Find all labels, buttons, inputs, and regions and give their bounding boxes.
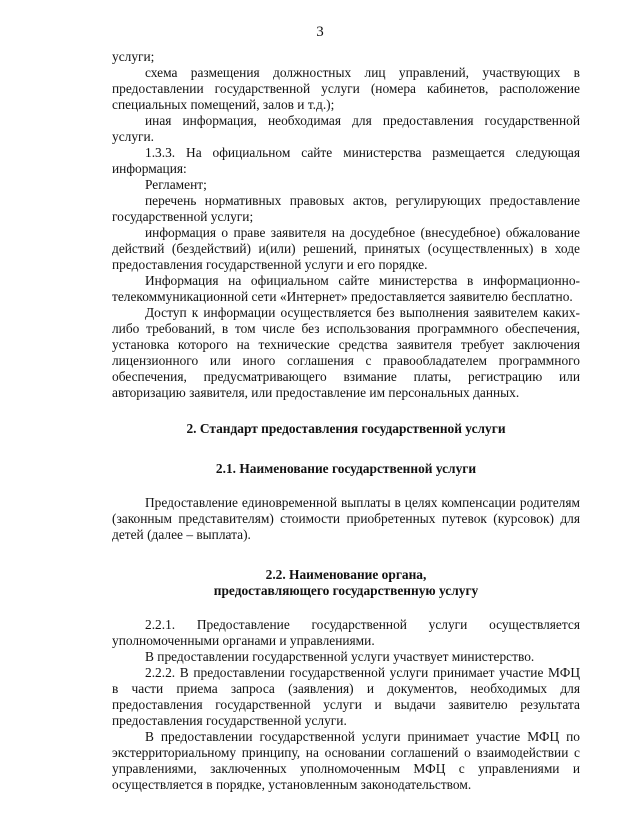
paragraph-mfc-extraterritorial: В предоставлении государственной услуги принимает участие МФЦ по экстерриториальному принципу, на основании соглашений о взаимодействии с управлениями, заключенных уполномоченным МФЦ с управлениями и осуществляется в порядке, установленным законодательством. [112, 729, 580, 792]
paragraph-access: Доступ к информации осуществляется без выполнения заявителем каких-либо требований, в том числе без использования программного обеспечения, установка которого на технические средства заявителя требует заключения лицензионного или иного соглашения с правообладателем программного обеспечения, предусматривающего взимание платы, регистрацию или авторизацию заявителя, или предоставление им персональных данных. [112, 305, 580, 400]
paragraph-ministry-participates: В предоставлении государственной услуги участвует министерство. [145, 649, 535, 664]
paragraph-service-name: Предоставление единовременной выплаты в целях компенсации родителям (законным представителям) стоимости приобретенных путевок (курсовок) для детей (далее – выплата). [112, 495, 580, 542]
section-2-2-heading-line2: предоставляющего государственную услугу [213, 583, 479, 598]
section-2-1-heading: 2.1. Наименование государственной услуги [215, 461, 477, 476]
paragraph-2-2-1: 2.2.1. Предоставление государственной услуги осуществляется уполномоченными органами и управлениями. [112, 617, 580, 648]
section-2-2-heading-line1: 2.2. Наименование органа, [265, 567, 427, 582]
document-body [112, 49, 580, 793]
page-number: 3 [316, 24, 324, 40]
paragraph-staff-layout: схема размещения должностных лиц управлений, участвующих в предоставлении государственной услуги (номера кабинетов, расположение специальных помещений, залов и т.д.); [112, 65, 580, 112]
section-2-heading: 2. Стандарт предоставления государственной услуги [186, 421, 506, 436]
paragraph-2-2-2: 2.2.2. В предоставлении государственной услуги принимает участие МФЦ в части приема запроса (заявления) и документов, необходимых для предоставления государственной услуги и выдачи заявителю результата предоставления государственной услуги. [112, 665, 580, 728]
paragraph-1-3-3: 1.3.3. На официальном сайте министерства размещается следующая информация: [112, 145, 580, 176]
paragraph-other-info: иная информация, необходимая для предоставления государственной услуги. [112, 113, 580, 144]
paragraph-appeal-rights: информация о праве заявителя на досудебное (внесудебное) обжалование действий (бездействий) и(или) решений, принятых (осуществленных) в ходе предоставления государственной услуги и его порядке. [112, 225, 580, 272]
paragraph-reglament: Регламент; [145, 177, 207, 192]
paragraph-services-end: услуги; [112, 49, 155, 64]
paragraph-free-info: Информация на официальном сайте министерства в информационно-телекоммуникационной сети «Интернет» предоставляется заявителю бесплатно. [112, 273, 580, 304]
paragraph-legal-acts: перечень нормативных правовых актов, регулирующих предоставление государственной услуги; [112, 193, 580, 224]
